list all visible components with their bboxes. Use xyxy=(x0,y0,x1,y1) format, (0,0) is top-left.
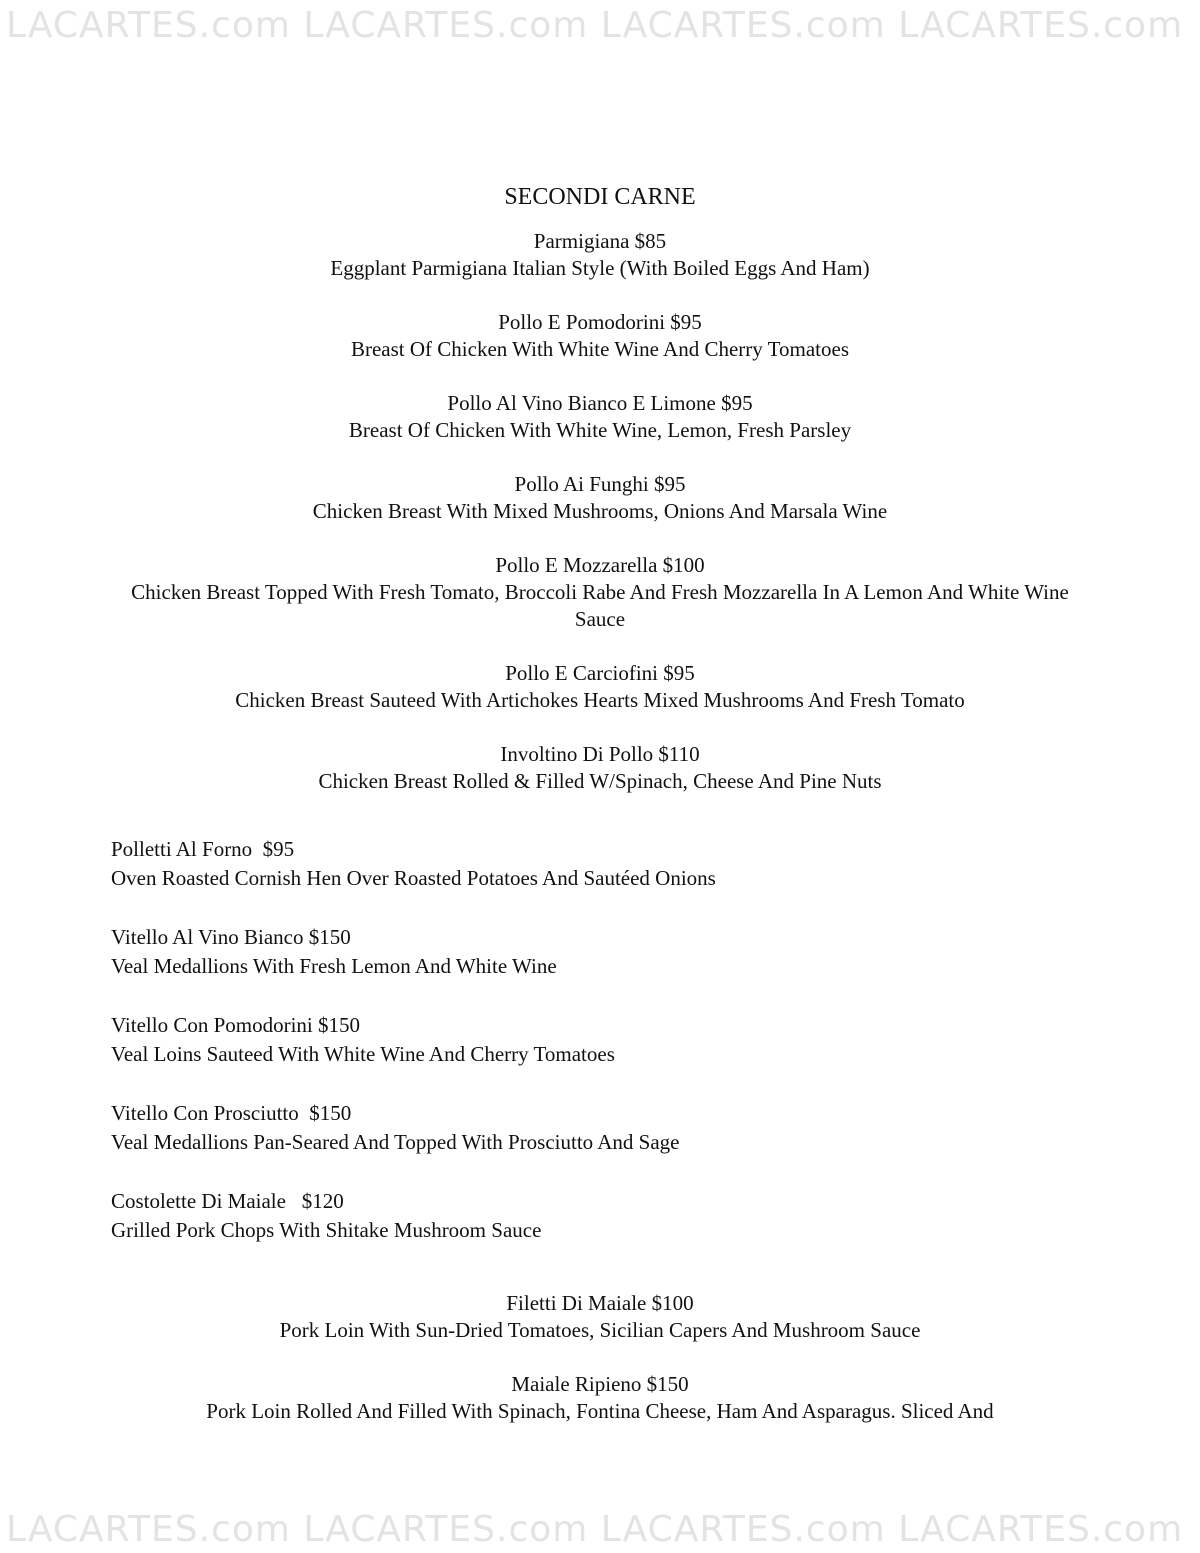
menu-item-name: Involtino Di Pollo $110 xyxy=(500,742,700,766)
menu-item-filetti-di-maiale xyxy=(100,1290,1100,1344)
menu-item-pollo-e-carciofini xyxy=(100,660,1100,714)
menu-item-name: Costolette Di Maiale $120 xyxy=(111,1189,344,1213)
menu-item-description: Chicken Breast Sauteed With Artichokes Hearts Mixed Mushrooms And Fresh Tomato xyxy=(235,688,965,712)
menu-item-description: Grilled Pork Chops With Shitake Mushroom Sauce xyxy=(111,1218,542,1242)
menu-item-name: Vitello Al Vino Bianco $150 xyxy=(111,925,351,949)
menu-item-description: Breast Of Chicken With White Wine And Cherry Tomatoes xyxy=(350,337,850,361)
menu-item-description: Eggplant Parmigiana Italian Style (With Boiled Eggs And Ham) xyxy=(330,256,870,280)
menu-item-involtino-di-pollo xyxy=(100,741,1100,795)
menu-item-description: Breast Of Chicken With White Wine, Lemon, Fresh Parsley xyxy=(348,418,852,442)
menu-item-parmigiana xyxy=(100,228,1100,282)
menu-item-name: Maiale Ripieno $150 xyxy=(511,1372,689,1396)
menu-item-description: Chicken Breast With Mixed Mushrooms, Onions And Marsala Wine xyxy=(312,499,888,523)
menu-item-name: Vitello Con Pomodorini $150 xyxy=(111,1013,360,1037)
menu-item-vitello-al-vino-bianco xyxy=(111,923,1111,981)
menu-item-name: Pollo E Mozzarella $100 xyxy=(495,553,705,577)
menu-item-costolette-di-maiale xyxy=(111,1187,1111,1245)
menu-item-name: Pollo E Carciofini $95 xyxy=(505,661,695,685)
menu-item-polletti-al-forno xyxy=(111,835,1111,893)
menu-item-pollo-ai-funghi xyxy=(100,471,1100,525)
menu-item-pollo-al-vino-bianco xyxy=(100,390,1100,444)
menu-item-description: Veal Loins Sauteed With White Wine And Cherry Tomatoes xyxy=(111,1042,615,1066)
menu-item-description: Veal Medallions Pan-Seared And Topped With Prosciutto And Sage xyxy=(111,1130,680,1154)
watermark-top: LACARTES.com LACARTES.com LACARTES.com LACARTES.com xyxy=(6,8,1184,44)
menu-item-vitello-con-pomodorini xyxy=(111,1011,1111,1069)
menu-item-name: Pollo E Pomodorini $95 xyxy=(498,310,702,334)
menu-item-vitello-con-prosciutto xyxy=(111,1099,1111,1157)
menu-item-description: Chicken Breast Topped With Fresh Tomato, Broccoli Rabe And Fresh Mozzarella In A Lemon And White Wine Sauce xyxy=(131,580,1075,631)
menu-item-name: Filetti Di Maiale $100 xyxy=(506,1291,694,1315)
menu-item-description: Pork Loin Rolled And Filled With Spinach, Fontina Cheese, Ham And Asparagus. Sliced And xyxy=(206,1399,994,1423)
menu-item-name: Parmigiana $85 xyxy=(533,229,667,253)
menu-item-description: Oven Roasted Cornish Hen Over Roasted Potatoes And Sautéed Onions xyxy=(111,866,716,890)
menu-item-name: Pollo Al Vino Bianco E Limone $95 xyxy=(447,391,753,415)
menu-item-description: Chicken Breast Rolled & Filled W/Spinach, Cheese And Pine Nuts xyxy=(318,769,882,793)
menu-item-name: Polletti Al Forno $95 xyxy=(111,837,295,861)
watermark-bottom: LACARTES.com LACARTES.com LACARTES.com LACARTES.com xyxy=(6,1512,1184,1548)
menu-item-description: Pork Loin With Sun-Dried Tomatoes, Sicilian Capers And Mushroom Sauce xyxy=(279,1318,921,1342)
menu-item-maiale-ripieno xyxy=(100,1371,1100,1425)
menu-item-pollo-e-pomodorini xyxy=(100,309,1100,363)
menu-item-name: Pollo Ai Funghi $95 xyxy=(514,472,686,496)
menu-item-description: Veal Medallions With Fresh Lemon And White Wine xyxy=(111,954,557,978)
menu-item-pollo-e-mozzarella xyxy=(120,552,1080,633)
menu-section-title: SECONDI CARNE xyxy=(504,184,696,210)
menu-item-name: Vitello Con Prosciutto $150 xyxy=(111,1101,352,1125)
